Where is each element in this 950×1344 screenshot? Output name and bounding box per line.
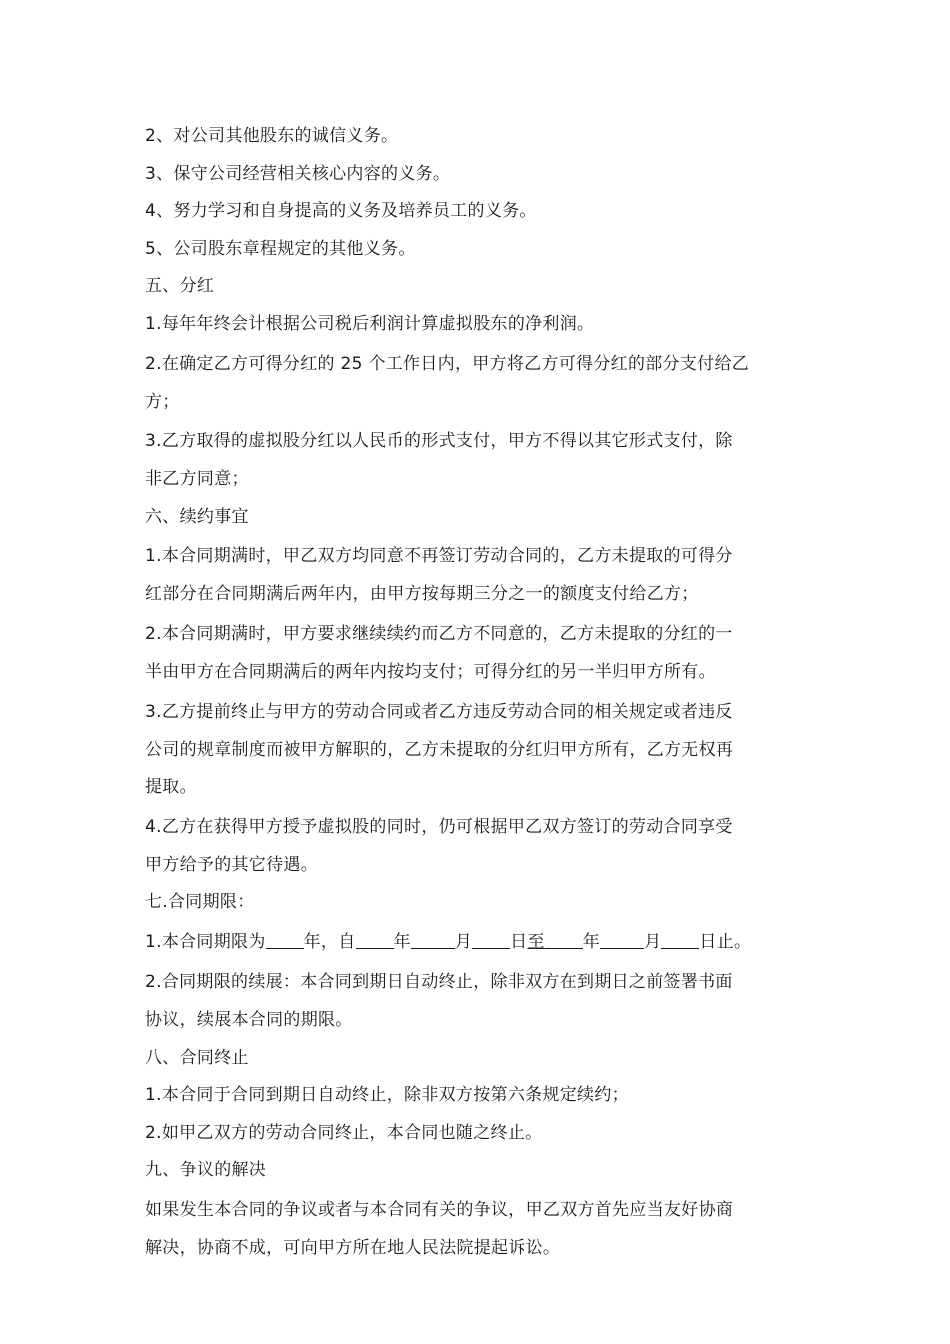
text-line: 3.乙方取得的虚拟股分红以人民币的形式支付，甲方不得以其它形式支付，除 (145, 431, 733, 452)
text-line: 1.本合同于合同到期日自动终止，除非双方按第六条规定续约； (145, 1085, 629, 1106)
text-line: 2.如甲乙双方的劳动合同终止，本合同也随之终止。 (145, 1122, 543, 1143)
text-line: 提取。 (145, 777, 197, 798)
text-line: 2.合同期限的续展：本合同到期日自动终止，除非双方在到期日之前签署书面 (145, 971, 733, 992)
years-blank[interactable] (266, 928, 304, 949)
text-line: 4、努力学习和自身提高的义务及培养员工的义务。 (145, 201, 537, 222)
document-page (145, 118, 805, 1267)
text-line: 半由甲方在合同期满后的两年内按均支付；可得分红的另一半归甲方所有。 (145, 661, 716, 682)
start-day-blank[interactable] (472, 928, 510, 949)
term-to: 至 (527, 931, 545, 952)
term-end-month-label: 月 (644, 931, 662, 952)
section-heading: 八、合同终止 (145, 1047, 249, 1068)
term-month-label: 月 (454, 931, 473, 952)
text-line: 非乙方同意； (145, 469, 249, 490)
end-month-blank[interactable] (600, 928, 644, 949)
term-year-label: 年 (393, 931, 411, 952)
end-year-blank[interactable] (545, 928, 583, 949)
section-heading: 九、争议的解决 (145, 1160, 267, 1181)
text-line: 3、保守公司经营相关核心内容的义务。 (145, 163, 451, 184)
text-line: 2.在确定乙方可得分红的 25 个工作日内，甲方将乙方可得分红的部分支付给乙 (145, 353, 750, 374)
start-year-blank[interactable] (356, 928, 394, 949)
section-heading: 七.合同期限： (145, 892, 255, 913)
text-line: 红部分在合同期满后两年内，由甲方按每期三分之一的额度支付给乙方； (145, 584, 699, 605)
text-line: 2.本合同期满时，甲方要求继续续约而乙方不同意的，乙方未提取的分红的一 (145, 623, 733, 644)
text-line: 甲方给予的其它待遇。 (145, 854, 318, 875)
term-prefix: 1.本合同期限为 (145, 931, 266, 952)
section-heading: 六、续约事宜 (145, 506, 249, 527)
term-end: 日止。 (699, 931, 752, 952)
text-line: 协议，续展本合同的期限。 (145, 1009, 353, 1030)
text-line: 公司的规章制度而被甲方解职的，乙方未提取的分红归甲方所有，乙方无权再 (145, 739, 734, 760)
text-line: 1.每年年终会计根据公司税后利润计算虚拟股东的净利润。 (145, 313, 595, 334)
text-line: 方； (145, 391, 180, 412)
term-end-year-label: 年 (582, 931, 601, 952)
section-heading: 五、分红 (145, 276, 215, 297)
text-line: 如果发生本合同的争议或者与本合同有关的争议，甲乙双方首先应当友好协商 (145, 1199, 734, 1220)
start-month-blank[interactable] (411, 928, 455, 949)
end-day-blank[interactable] (661, 928, 699, 949)
text-line: 2、对公司其他股东的诚信义务。 (145, 126, 399, 146)
text-line: 5、公司股东章程规定的其他义务。 (145, 238, 416, 259)
term-year-from: 年，自 (303, 931, 356, 952)
text-line: 4.乙方在获得甲方授予虚拟股的同时，仍可根据甲乙双方签订的劳动合同享受 (145, 816, 733, 837)
text-line: 解决，协商不成，可向甲方所在地人民法院提起诉讼。 (145, 1237, 561, 1258)
text-line: 3.乙方提前终止与甲方的劳动合同或者乙方违反劳动合同的相关规定或者违反 (145, 701, 733, 722)
term-day-label: 日 (510, 931, 528, 952)
text-line: 1.本合同期满时，甲乙双方均同意不再签订劳动合同的，乙方未提取的可得分 (145, 546, 733, 567)
contract-term-line (145, 922, 805, 962)
